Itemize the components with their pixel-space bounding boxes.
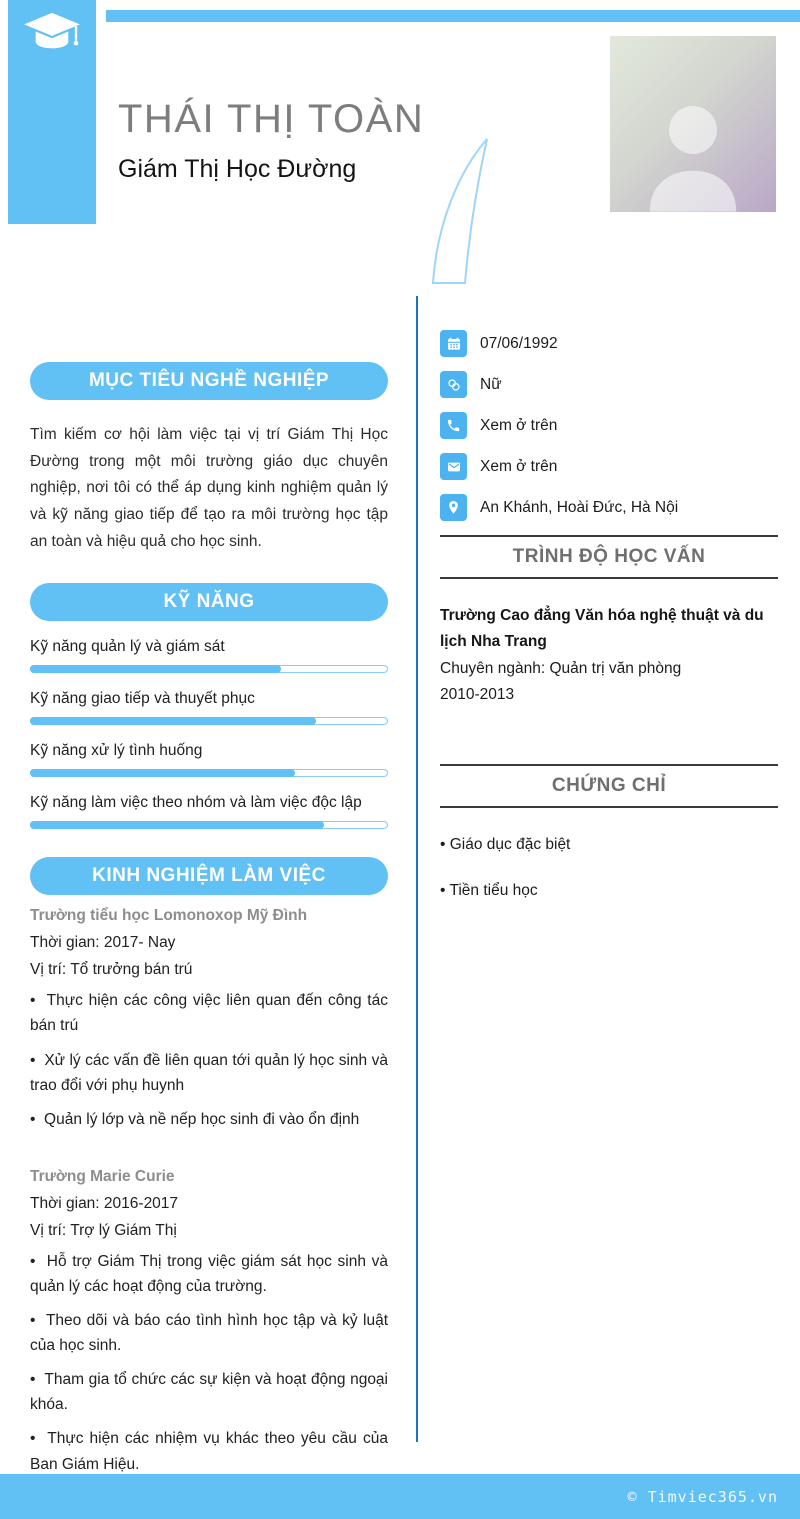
graduation-cap-icon (21, 9, 83, 57)
top-accent-bar (106, 10, 800, 22)
job-bullet: • Xử lý các vấn đề liên quan tới quản lý học sinh và trao đổi với phụ huynh (30, 1048, 388, 1098)
address-value: An Khánh, Hoài Đức, Hà Nội (480, 498, 679, 516)
job-bullet: • Thực hiện các công việc liên quan đến công tác bán trú (30, 988, 388, 1038)
skill-progress-track (30, 717, 388, 725)
right-column (440, 330, 778, 900)
footer-bar (0, 1474, 800, 1519)
education-entry (440, 603, 778, 708)
education-school: Trường Cao đẳng Văn hóa nghệ thuật và du lịch Nha Trang (440, 607, 764, 651)
section-title-certificates: CHỨNG CHỈ (440, 764, 778, 808)
column-divider (416, 296, 418, 1442)
experience-entry (30, 1168, 388, 1477)
employer-name: Trường Marie Curie (30, 1167, 175, 1185)
info-row-gender (440, 371, 778, 398)
job-time: Thời gian: 2017- Nay (30, 934, 176, 952)
calendar-icon (440, 330, 467, 357)
skill-label: Kỹ năng xử lý tình huống (30, 742, 203, 760)
gender-icon (440, 371, 467, 398)
info-row-email (440, 453, 778, 480)
info-row-phone (440, 412, 778, 439)
experience-entry (30, 907, 388, 1132)
objective-text: Tìm kiếm cơ hội làm việc tại vị trí Giám Thị Học Đường trong một môi trường giáo dục chuyên nghiệp, nơi tôi có thể áp dụng kinh nghiệm quản lý và kỹ năng giao tiếp để tạo ra môi trường học tập an toàn và hiệu quả cho học sinh. (30, 426, 388, 550)
job-bullet: • Tham gia tổ chức các sự kiện và hoạt động ngoại khóa. (30, 1367, 388, 1417)
person-silhouette-icon (633, 84, 753, 212)
certificate-item: • Giáo dục đặc biệt (440, 836, 778, 854)
left-column (30, 362, 388, 1477)
candidate-job-title: Giám Thị Học Đường (118, 155, 357, 183)
info-row-address (440, 494, 778, 521)
job-bullet: • Theo dõi và báo cáo tình hình học tập và kỷ luật của học sinh. (30, 1308, 388, 1358)
skill-progress-track (30, 665, 388, 673)
skill-progress-fill (30, 665, 281, 673)
header-accent-block (8, 0, 96, 224)
skill-item (30, 638, 388, 673)
section-title-skills: KỸ NĂNG (30, 583, 388, 621)
email-value: Xem ở trên (480, 457, 558, 475)
birthdate-value: 07/06/1992 (480, 334, 558, 352)
phone-value: Xem ở trên (480, 416, 558, 434)
job-bullet: • Thực hiện các nhiệm vụ khác theo yêu cầu của Ban Giám Hiệu. (30, 1426, 388, 1476)
profile-photo (610, 36, 776, 212)
skill-progress-track (30, 821, 388, 829)
section-title-experience: KINH NGHIỆM LÀM VIỆC (30, 857, 388, 895)
skill-label: Kỹ năng quản lý và giám sát (30, 638, 225, 656)
skill-label: Kỹ năng làm việc theo nhóm và làm việc độc lập (30, 794, 362, 812)
skill-progress-fill (30, 717, 316, 725)
skill-item (30, 690, 388, 725)
education-major: Chuyên ngành: Quản trị văn phòng (440, 659, 682, 677)
certificate-item: • Tiền tiểu học (440, 882, 778, 900)
skill-item (30, 742, 388, 777)
skill-progress-fill (30, 769, 295, 777)
job-position: Vị trí: Tổ trưởng bán trú (30, 961, 193, 979)
header-text-block (118, 96, 588, 184)
footer-credit: © Timviec365.vn (627, 1487, 778, 1506)
job-bullet: • Quản lý lớp và nề nếp học sinh đi vào ổn định (30, 1107, 388, 1132)
email-icon (440, 453, 467, 480)
education-years: 2010-2013 (440, 686, 515, 704)
job-position: Vị trí: Trợ lý Giám Thị (30, 1221, 177, 1239)
job-time: Thời gian: 2016-2017 (30, 1194, 179, 1212)
job-bullet: • Hỗ trợ Giám Thị trong việc giám sát học sinh và quản lý các hoạt động của trường. (30, 1249, 388, 1299)
phone-icon (440, 412, 467, 439)
gender-value: Nữ (480, 375, 502, 393)
candidate-name: THÁI THỊ TOÀN (118, 97, 425, 141)
skill-progress-track (30, 769, 388, 777)
skill-progress-fill (30, 821, 324, 829)
skill-label: Kỹ năng giao tiếp và thuyết phục (30, 690, 255, 708)
skill-item (30, 794, 388, 829)
certificates-block (440, 764, 778, 900)
location-pin-icon (440, 494, 467, 521)
section-title-objective: MỤC TIÊU NGHỀ NGHIỆP (30, 362, 388, 400)
employer-name: Trường tiểu học Lomonoxop Mỹ Đình (30, 907, 308, 925)
decorative-arc (424, 136, 494, 286)
info-row-birthdate (440, 330, 778, 357)
section-title-education: TRÌNH ĐỘ HỌC VẤN (440, 535, 778, 579)
